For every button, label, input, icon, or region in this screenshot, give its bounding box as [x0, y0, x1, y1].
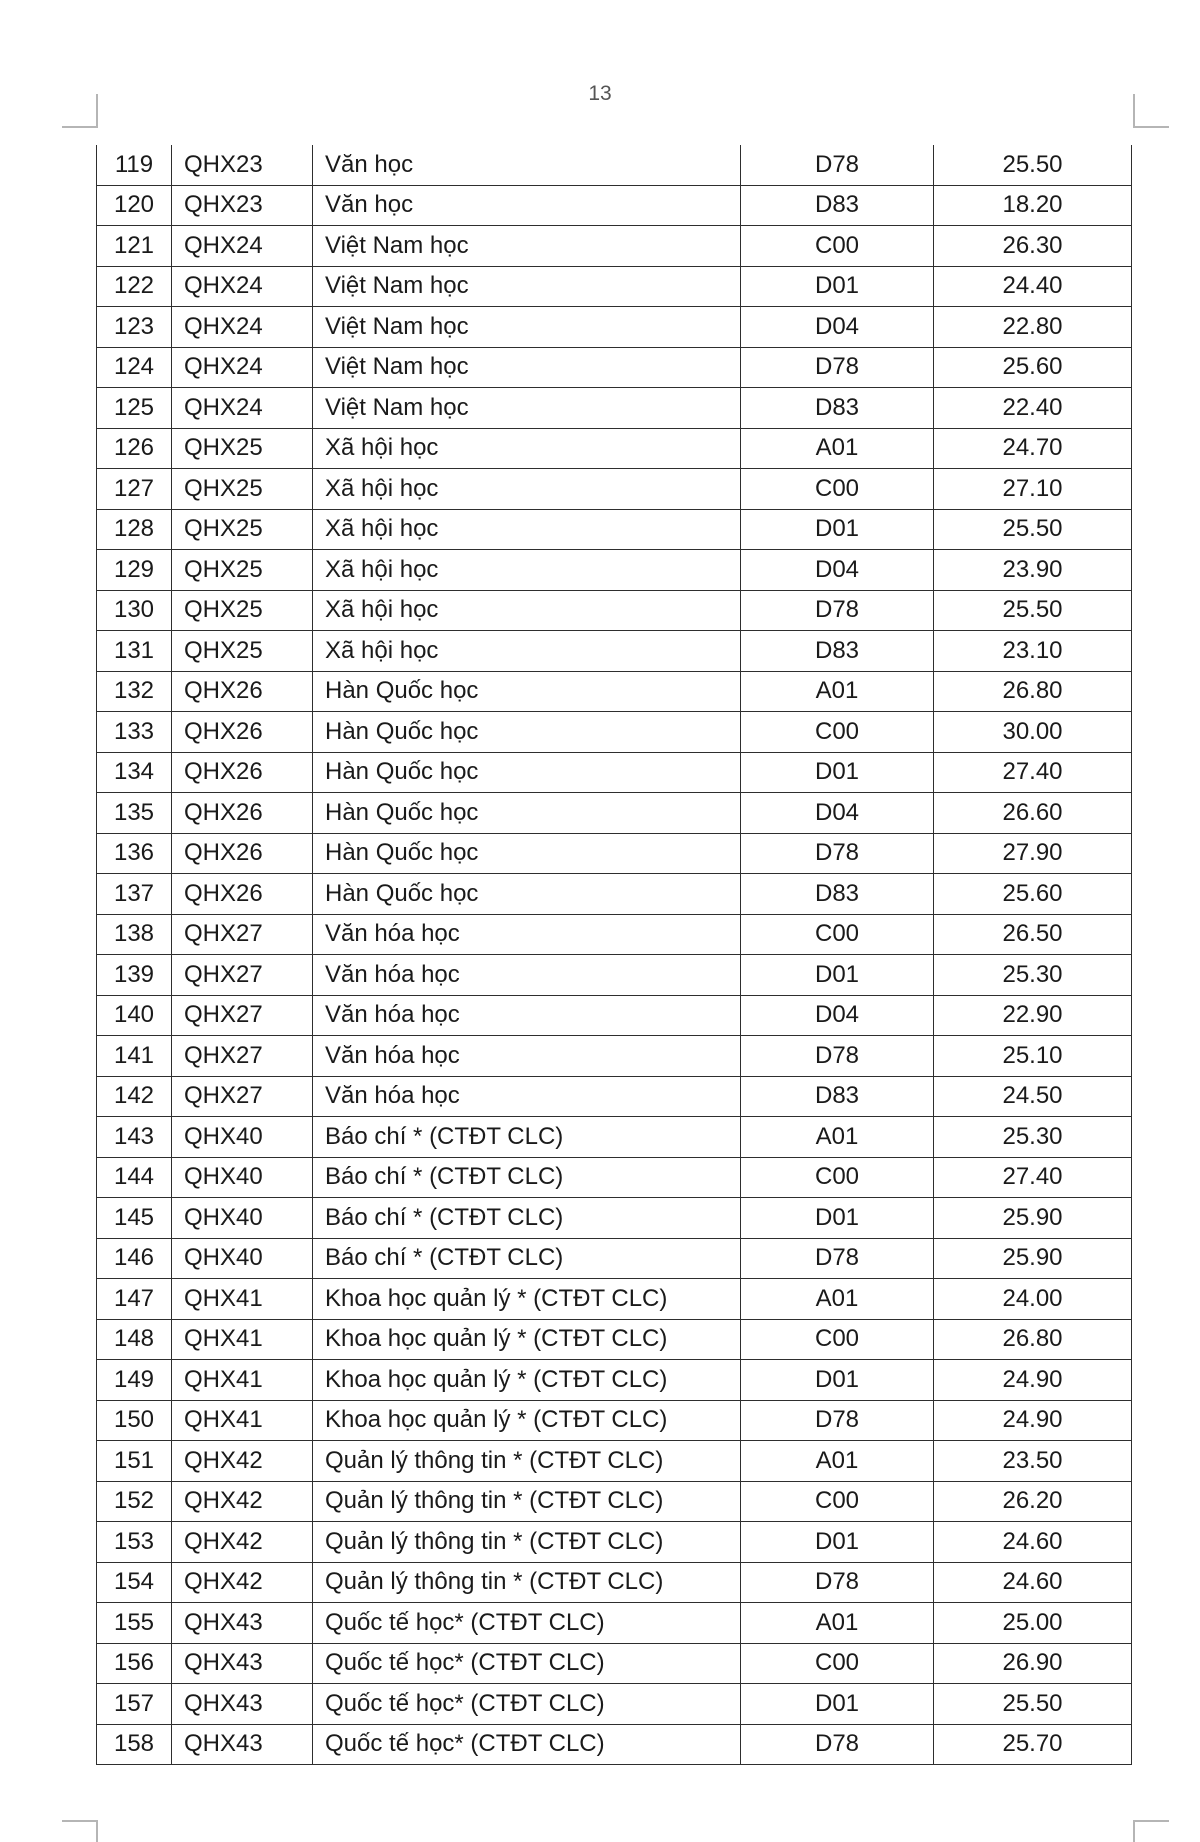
table-row [97, 1360, 1132, 1401]
admission-score-cell: 27.90 [934, 833, 1132, 874]
major-name-cell: Hàn Quốc học [313, 712, 741, 753]
major-name-cell: Xã hội học [313, 428, 741, 469]
major-code-cell: QHX26 [172, 793, 313, 834]
major-code-cell: QHX25 [172, 631, 313, 672]
major-code-cell: QHX40 [172, 1198, 313, 1239]
row-number-cell: 139 [97, 955, 172, 996]
table-row [97, 631, 1132, 672]
admission-score-cell: 26.30 [934, 226, 1132, 267]
table-row [97, 307, 1132, 348]
table-row [97, 1400, 1132, 1441]
major-code-cell: QHX27 [172, 1036, 313, 1077]
row-number-cell: 135 [97, 793, 172, 834]
admission-score-cell: 27.40 [934, 752, 1132, 793]
subject-combination-cell: C00 [741, 712, 934, 753]
table-row [97, 914, 1132, 955]
major-name-cell: Văn hóa học [313, 1036, 741, 1077]
table-row [97, 388, 1132, 429]
subject-combination-cell: D01 [741, 752, 934, 793]
row-number-cell: 142 [97, 1076, 172, 1117]
row-number-cell: 148 [97, 1319, 172, 1360]
row-number-cell: 140 [97, 995, 172, 1036]
table-row [97, 509, 1132, 550]
admission-score-cell: 24.90 [934, 1360, 1132, 1401]
admission-score-cell: 27.40 [934, 1157, 1132, 1198]
major-code-cell: QHX41 [172, 1360, 313, 1401]
row-number-cell: 127 [97, 469, 172, 510]
major-name-cell: Văn hóa học [313, 995, 741, 1036]
subject-combination-cell: C00 [741, 469, 934, 510]
row-number-cell: 141 [97, 1036, 172, 1077]
major-code-cell: QHX25 [172, 590, 313, 631]
row-number-cell: 121 [97, 226, 172, 267]
table-row [97, 1198, 1132, 1239]
major-name-cell: Khoa học quản lý * (CTĐT CLC) [313, 1319, 741, 1360]
admission-score-cell: 24.40 [934, 266, 1132, 307]
subject-combination-cell: D01 [741, 509, 934, 550]
major-name-cell: Khoa học quản lý * (CTĐT CLC) [313, 1360, 741, 1401]
table-row [97, 145, 1132, 185]
table-row [97, 550, 1132, 591]
major-name-cell: Báo chí * (CTĐT CLC) [313, 1117, 741, 1158]
major-code-cell: QHX42 [172, 1562, 313, 1603]
admission-score-cell: 25.30 [934, 955, 1132, 996]
major-name-cell: Quốc tế học* (CTĐT CLC) [313, 1643, 741, 1684]
admission-score-cell: 26.80 [934, 1319, 1132, 1360]
table-row [97, 226, 1132, 267]
subject-combination-cell: D78 [741, 1036, 934, 1077]
major-name-cell: Hàn Quốc học [313, 833, 741, 874]
major-code-cell: QHX26 [172, 712, 313, 753]
major-name-cell: Hàn Quốc học [313, 874, 741, 915]
subject-combination-cell: D78 [741, 1400, 934, 1441]
major-code-cell: QHX25 [172, 428, 313, 469]
table-row [97, 833, 1132, 874]
major-code-cell: QHX42 [172, 1441, 313, 1482]
major-code-cell: QHX41 [172, 1279, 313, 1320]
subject-combination-cell: C00 [741, 226, 934, 267]
major-code-cell: QHX26 [172, 833, 313, 874]
table-row [97, 347, 1132, 388]
admission-score-cell: 25.60 [934, 347, 1132, 388]
major-code-cell: QHX27 [172, 995, 313, 1036]
row-number-cell: 125 [97, 388, 172, 429]
major-name-cell: Khoa học quản lý * (CTĐT CLC) [313, 1400, 741, 1441]
major-code-cell: QHX42 [172, 1522, 313, 1563]
margin-mark-bottom-right [1133, 1820, 1169, 1842]
major-code-cell: QHX24 [172, 266, 313, 307]
admission-score-table [96, 145, 1132, 1765]
table-row [97, 428, 1132, 469]
row-number-cell: 131 [97, 631, 172, 672]
subject-combination-cell: D83 [741, 631, 934, 672]
major-code-cell: QHX24 [172, 388, 313, 429]
major-name-cell: Văn học [313, 145, 741, 185]
major-code-cell: QHX25 [172, 469, 313, 510]
row-number-cell: 130 [97, 590, 172, 631]
major-code-cell: QHX25 [172, 550, 313, 591]
table-row [97, 1724, 1132, 1765]
major-name-cell: Quản lý thông tin * (CTĐT CLC) [313, 1522, 741, 1563]
major-code-cell: QHX26 [172, 752, 313, 793]
subject-combination-cell: D83 [741, 185, 934, 226]
row-number-cell: 133 [97, 712, 172, 753]
admission-score-cell: 25.90 [934, 1198, 1132, 1239]
admission-score-cell: 27.10 [934, 469, 1132, 510]
major-code-cell: QHX43 [172, 1603, 313, 1644]
subject-combination-cell: D04 [741, 793, 934, 834]
admission-score-cell: 23.10 [934, 631, 1132, 672]
table-row [97, 469, 1132, 510]
page-number: 13 [588, 82, 612, 105]
admission-score-cell: 22.90 [934, 995, 1132, 1036]
major-name-cell: Việt Nam học [313, 226, 741, 267]
row-number-cell: 147 [97, 1279, 172, 1320]
row-number-cell: 122 [97, 266, 172, 307]
row-number-cell: 119 [97, 145, 172, 185]
row-number-cell: 151 [97, 1441, 172, 1482]
major-code-cell: QHX24 [172, 307, 313, 348]
margin-mark-top-right [1133, 94, 1169, 128]
table-row [97, 1238, 1132, 1279]
admission-score-cell: 25.00 [934, 1603, 1132, 1644]
major-name-cell: Báo chí * (CTĐT CLC) [313, 1157, 741, 1198]
admission-score-cell: 18.20 [934, 185, 1132, 226]
admission-score-cell: 30.00 [934, 712, 1132, 753]
subject-combination-cell: C00 [741, 1643, 934, 1684]
admission-score-cell: 25.50 [934, 145, 1132, 185]
subject-combination-cell: D01 [741, 955, 934, 996]
major-name-cell: Khoa học quản lý * (CTĐT CLC) [313, 1279, 741, 1320]
row-number-cell: 145 [97, 1198, 172, 1239]
major-name-cell: Xã hội học [313, 631, 741, 672]
admission-score-cell: 25.30 [934, 1117, 1132, 1158]
table-row [97, 793, 1132, 834]
row-number-cell: 155 [97, 1603, 172, 1644]
table-row [97, 1279, 1132, 1320]
row-number-cell: 138 [97, 914, 172, 955]
table-row [97, 1684, 1132, 1725]
major-code-cell: QHX24 [172, 347, 313, 388]
subject-combination-cell: D78 [741, 145, 934, 185]
subject-combination-cell: D78 [741, 1724, 934, 1765]
table-row [97, 712, 1132, 753]
table-row [97, 1117, 1132, 1158]
margin-mark-bottom-left [62, 1820, 98, 1842]
admission-score-cell: 26.90 [934, 1643, 1132, 1684]
admission-score-cell: 24.50 [934, 1076, 1132, 1117]
subject-combination-cell: C00 [741, 1319, 934, 1360]
major-code-cell: QHX27 [172, 955, 313, 996]
table-row [97, 1036, 1132, 1077]
major-code-cell: QHX27 [172, 914, 313, 955]
subject-combination-cell: D83 [741, 874, 934, 915]
subject-combination-cell: D01 [741, 266, 934, 307]
subject-combination-cell: A01 [741, 428, 934, 469]
major-code-cell: QHX41 [172, 1400, 313, 1441]
major-code-cell: QHX40 [172, 1157, 313, 1198]
major-name-cell: Quản lý thông tin * (CTĐT CLC) [313, 1481, 741, 1522]
admission-score-cell: 25.60 [934, 874, 1132, 915]
major-code-cell: QHX27 [172, 1076, 313, 1117]
major-name-cell: Xã hội học [313, 469, 741, 510]
major-name-cell: Báo chí * (CTĐT CLC) [313, 1238, 741, 1279]
major-name-cell: Quốc tế học* (CTĐT CLC) [313, 1724, 741, 1765]
score-table-body [97, 145, 1132, 1765]
subject-combination-cell: D01 [741, 1198, 934, 1239]
table-row [97, 1319, 1132, 1360]
subject-combination-cell: D78 [741, 347, 934, 388]
major-name-cell: Xã hội học [313, 509, 741, 550]
margin-mark-top-left [62, 94, 98, 128]
major-name-cell: Hàn Quốc học [313, 752, 741, 793]
row-number-cell: 132 [97, 671, 172, 712]
major-name-cell: Văn hóa học [313, 1076, 741, 1117]
row-number-cell: 126 [97, 428, 172, 469]
table-row [97, 874, 1132, 915]
table-row [97, 1643, 1132, 1684]
major-name-cell: Báo chí * (CTĐT CLC) [313, 1198, 741, 1239]
major-name-cell: Văn hóa học [313, 955, 741, 996]
subject-combination-cell: D83 [741, 388, 934, 429]
admission-score-cell: 23.50 [934, 1441, 1132, 1482]
major-name-cell: Việt Nam học [313, 307, 741, 348]
major-name-cell: Xã hội học [313, 590, 741, 631]
major-name-cell: Quản lý thông tin * (CTĐT CLC) [313, 1441, 741, 1482]
row-number-cell: 153 [97, 1522, 172, 1563]
subject-combination-cell: D01 [741, 1684, 934, 1725]
major-name-cell: Hàn Quốc học [313, 671, 741, 712]
table-row [97, 1603, 1132, 1644]
subject-combination-cell: D04 [741, 550, 934, 591]
row-number-cell: 152 [97, 1481, 172, 1522]
major-code-cell: QHX23 [172, 145, 313, 185]
table-row [97, 1441, 1132, 1482]
admission-score-cell: 25.10 [934, 1036, 1132, 1077]
table-row [97, 1481, 1132, 1522]
admission-score-cell: 24.00 [934, 1279, 1132, 1320]
admission-score-cell: 24.70 [934, 428, 1132, 469]
row-number-cell: 124 [97, 347, 172, 388]
major-code-cell: QHX26 [172, 671, 313, 712]
admission-score-cell: 24.60 [934, 1562, 1132, 1603]
subject-combination-cell: D04 [741, 307, 934, 348]
subject-combination-cell: A01 [741, 1117, 934, 1158]
major-code-cell: QHX43 [172, 1684, 313, 1725]
row-number-cell: 136 [97, 833, 172, 874]
admission-score-cell: 24.90 [934, 1400, 1132, 1441]
row-number-cell: 120 [97, 185, 172, 226]
admission-score-cell: 26.50 [934, 914, 1132, 955]
major-name-cell: Quốc tế học* (CTĐT CLC) [313, 1603, 741, 1644]
major-name-cell: Việt Nam học [313, 347, 741, 388]
table-row [97, 266, 1132, 307]
subject-combination-cell: C00 [741, 914, 934, 955]
table-row [97, 955, 1132, 996]
row-number-cell: 158 [97, 1724, 172, 1765]
subject-combination-cell: D78 [741, 833, 934, 874]
table-row [97, 1562, 1132, 1603]
row-number-cell: 137 [97, 874, 172, 915]
row-number-cell: 143 [97, 1117, 172, 1158]
subject-combination-cell: A01 [741, 1603, 934, 1644]
major-code-cell: QHX40 [172, 1238, 313, 1279]
table-row [97, 1522, 1132, 1563]
table-row [97, 1076, 1132, 1117]
row-number-cell: 129 [97, 550, 172, 591]
major-code-cell: QHX23 [172, 185, 313, 226]
admission-score-cell: 22.40 [934, 388, 1132, 429]
subject-combination-cell: A01 [741, 671, 934, 712]
subject-combination-cell: A01 [741, 1279, 934, 1320]
table-row [97, 1157, 1132, 1198]
row-number-cell: 134 [97, 752, 172, 793]
row-number-cell: 150 [97, 1400, 172, 1441]
admission-score-cell: 22.80 [934, 307, 1132, 348]
admission-score-cell: 25.90 [934, 1238, 1132, 1279]
major-code-cell: QHX41 [172, 1319, 313, 1360]
major-name-cell: Hàn Quốc học [313, 793, 741, 834]
subject-combination-cell: C00 [741, 1481, 934, 1522]
admission-score-cell: 26.80 [934, 671, 1132, 712]
major-name-cell: Văn hóa học [313, 914, 741, 955]
admission-score-cell: 23.90 [934, 550, 1132, 591]
subject-combination-cell: C00 [741, 1157, 934, 1198]
major-code-cell: QHX43 [172, 1643, 313, 1684]
major-code-cell: QHX43 [172, 1724, 313, 1765]
admission-score-cell: 26.60 [934, 793, 1132, 834]
major-name-cell: Quản lý thông tin * (CTĐT CLC) [313, 1562, 741, 1603]
major-name-cell: Xã hội học [313, 550, 741, 591]
admission-score-cell: 24.60 [934, 1522, 1132, 1563]
row-number-cell: 128 [97, 509, 172, 550]
row-number-cell: 123 [97, 307, 172, 348]
major-code-cell: QHX40 [172, 1117, 313, 1158]
table-row [97, 590, 1132, 631]
table-row [97, 995, 1132, 1036]
major-code-cell: QHX24 [172, 226, 313, 267]
major-code-cell: QHX42 [172, 1481, 313, 1522]
table-row [97, 185, 1132, 226]
subject-combination-cell: D78 [741, 1238, 934, 1279]
admission-score-cell: 25.50 [934, 590, 1132, 631]
row-number-cell: 154 [97, 1562, 172, 1603]
row-number-cell: 157 [97, 1684, 172, 1725]
subject-combination-cell: A01 [741, 1441, 934, 1482]
admission-score-cell: 25.70 [934, 1724, 1132, 1765]
subject-combination-cell: D83 [741, 1076, 934, 1117]
table-row [97, 671, 1132, 712]
admission-score-cell: 25.50 [934, 1684, 1132, 1725]
subject-combination-cell: D04 [741, 995, 934, 1036]
subject-combination-cell: D78 [741, 1562, 934, 1603]
row-number-cell: 146 [97, 1238, 172, 1279]
major-name-cell: Quốc tế học* (CTĐT CLC) [313, 1684, 741, 1725]
admission-score-cell: 25.50 [934, 509, 1132, 550]
major-name-cell: Việt Nam học [313, 266, 741, 307]
major-code-cell: QHX26 [172, 874, 313, 915]
subject-combination-cell: D78 [741, 590, 934, 631]
subject-combination-cell: D01 [741, 1360, 934, 1401]
row-number-cell: 144 [97, 1157, 172, 1198]
admission-score-cell: 26.20 [934, 1481, 1132, 1522]
major-name-cell: Việt Nam học [313, 388, 741, 429]
major-name-cell: Văn học [313, 185, 741, 226]
row-number-cell: 149 [97, 1360, 172, 1401]
row-number-cell: 156 [97, 1643, 172, 1684]
subject-combination-cell: D01 [741, 1522, 934, 1563]
major-code-cell: QHX25 [172, 509, 313, 550]
table-row [97, 752, 1132, 793]
